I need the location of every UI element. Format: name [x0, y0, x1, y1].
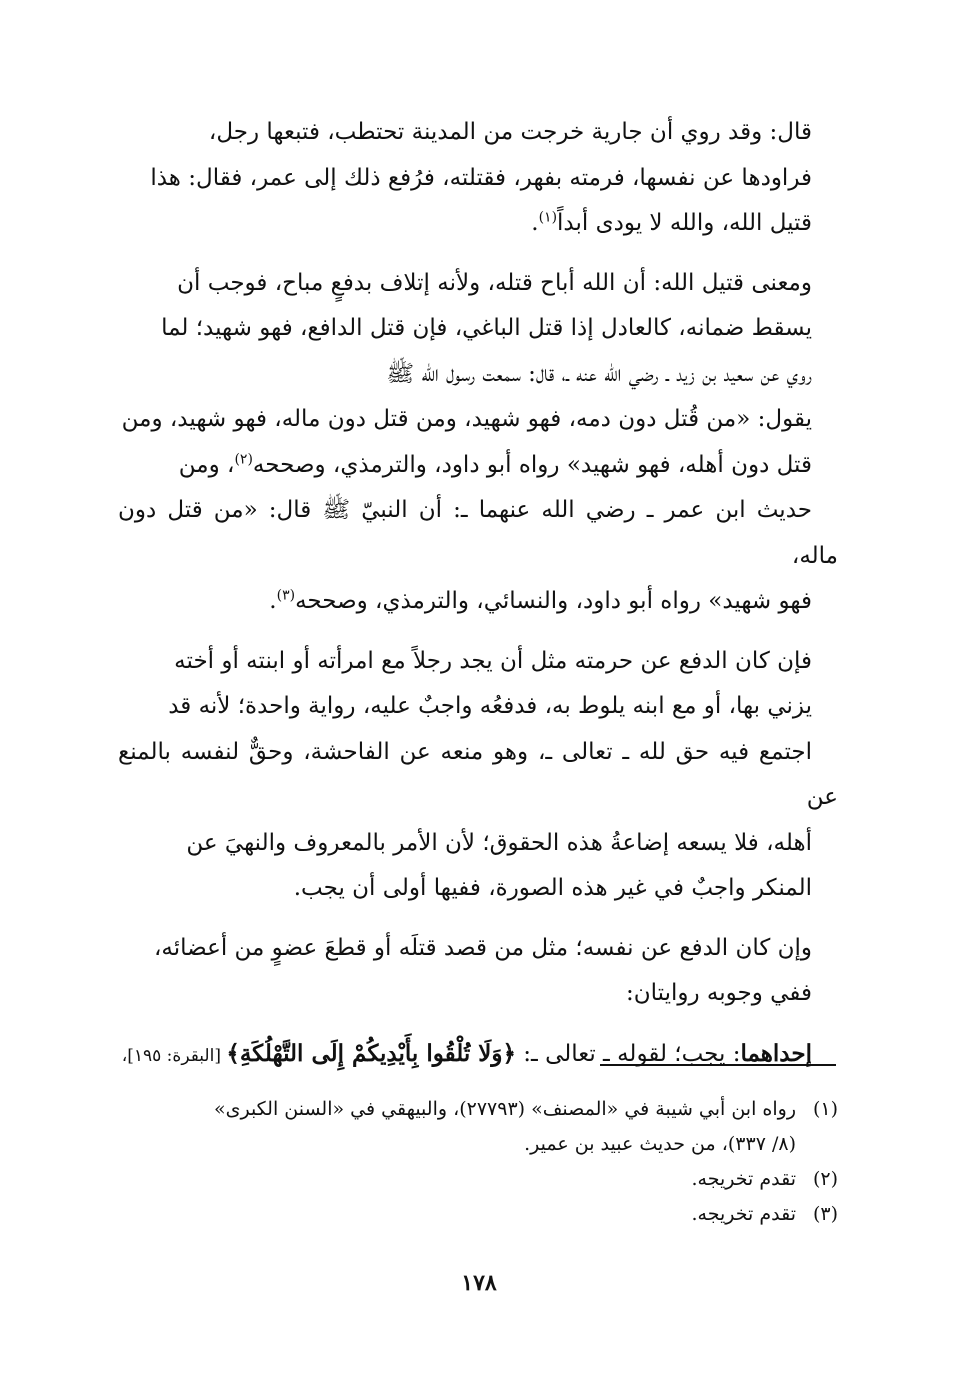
text-line: يقول: «من قُتل دون دمه، فهو شهيد، ومن قتل دون ماله، فهو شهيد، ومن — [121, 406, 812, 432]
footnote-marker-2[interactable]: (٢) — [234, 450, 253, 467]
verse-citation: [البقرة: ١٩٥]، — [121, 1045, 227, 1066]
text-line: ومعنى قتيل الله: أن الله أباح قتله، ولأنه إتلاف بدفعٍ مباح، فوجب أن — [177, 269, 812, 296]
footnote-3 — [118, 1197, 838, 1232]
text-line — [118, 201, 838, 247]
text-line: يزني بها، أو مع ابنه يلوط به، فدفعُه واجبٌ عليه، رواية واحدة؛ لأنه قد — [168, 693, 812, 719]
page-number: ١٧٨ — [461, 1270, 497, 1296]
footnote-text: تقدم تخريجه. — [691, 1168, 796, 1190]
text-segment: . — [531, 210, 539, 236]
text-segment: قتيل الله، والله لا يودى أبداً — [557, 210, 812, 236]
lead-word: إحداهما — [740, 1039, 812, 1067]
quran-verse: ﴿وَلَا تُلْقُوا بِأَيْدِيكُمْ إِلَى التَّهْلُكَةِ﴾ — [226, 1039, 516, 1067]
paragraph-5 — [118, 1031, 838, 1080]
text-line: أهله، فلا يسعه إضاعةُ هذه الحقوق؛ لأن الأمر بالمعروف والنهيَ عن — [186, 829, 812, 856]
text-line: اجتمع فيه حق لله ـ تعالى ـ، وهو منعه عن الفاحشة، وحقٌّ لنفسه بالمنع عن — [118, 738, 838, 810]
text-line: يسقط ضمانه، كالعادل إذا قتل الباغي، فإن قتل الدافع، فهو شهيد؛ لما — [161, 315, 812, 341]
text-line: فإن كان الدفع عن حرمته مثل أن يجد رجلاً مع امرأته أو ابنته أو أخته — [174, 647, 812, 674]
paragraph-4 — [118, 926, 838, 1017]
text-segment: فهو شهيد» رواه أبو داود، والنسائي، والترمذي، وصححه — [295, 588, 812, 614]
paragraph-2 — [118, 261, 838, 625]
text-segment: . — [269, 588, 277, 614]
footnote-marker-1[interactable]: (١) — [538, 209, 558, 226]
footnote-text: تقدم تخريجه. — [691, 1203, 796, 1225]
footnote-2 — [118, 1162, 838, 1197]
text-line: فراودها عن نفسها، فرمته بفهر، فقتلته، فرُفع ذلك إلى عمر، فقال: هذا — [150, 164, 812, 191]
footnote-text: رواه ابن أبي شيبة في «المصنف» (٢٧٧٩٣)، والبيهقي في «السنن الكبرى» — [213, 1098, 796, 1120]
text-segment: : يجب؛ لقوله ـ تعالى ـ: — [515, 1040, 741, 1067]
footnote-divider — [600, 1064, 836, 1066]
footnotes — [118, 1092, 838, 1232]
text-line — [118, 1031, 838, 1080]
footnote-number: (٣) — [812, 1203, 838, 1225]
text-line: حديث ابن عمر ـ رضي الله عنهما ـ: أن النبيّ ﷺ قال: «من قتل دون ماله، — [118, 497, 838, 569]
text-segment: قتل دون أهله، فهو شهيد» رواه أبو داود، والترمذي، وصححه — [252, 451, 812, 478]
text-line: قال: وقد روي أن جارية خرجت من المدينة تحتطب، فتبعها رجل، — [208, 119, 812, 145]
footnote-1 — [118, 1092, 838, 1162]
footnote-text: (٨/ ٣٣٧)، من حديث عبيد بن عمير. — [524, 1133, 796, 1155]
footnote-number: (٢) — [812, 1168, 838, 1190]
text-line — [118, 443, 838, 489]
text-line: المنكر واجبٌ في غير هذه الصورة، ففيها أولى أن يجب. — [293, 875, 812, 901]
text-line: ففي وجوبه روايتان: — [626, 980, 812, 1006]
footnote-number: (١) — [812, 1098, 838, 1120]
text-line: وإن كان الدفع عن نفسه؛ مثل من قصد قتلَه أو قطعَ عضوٍ من أعضائه، — [153, 934, 812, 961]
paragraph-1 — [118, 110, 838, 247]
text-segment: ، ومن — [178, 451, 235, 478]
text-line: روي عن سعيد بن زيد ـ رضي الله عنه ـ، قال: سمعت رسول الله ﷺ — [386, 360, 812, 387]
main-text — [118, 110, 838, 1079]
paragraph-3 — [118, 639, 838, 912]
text-line — [118, 579, 838, 625]
footnote-marker-3[interactable]: (٣) — [276, 587, 296, 604]
